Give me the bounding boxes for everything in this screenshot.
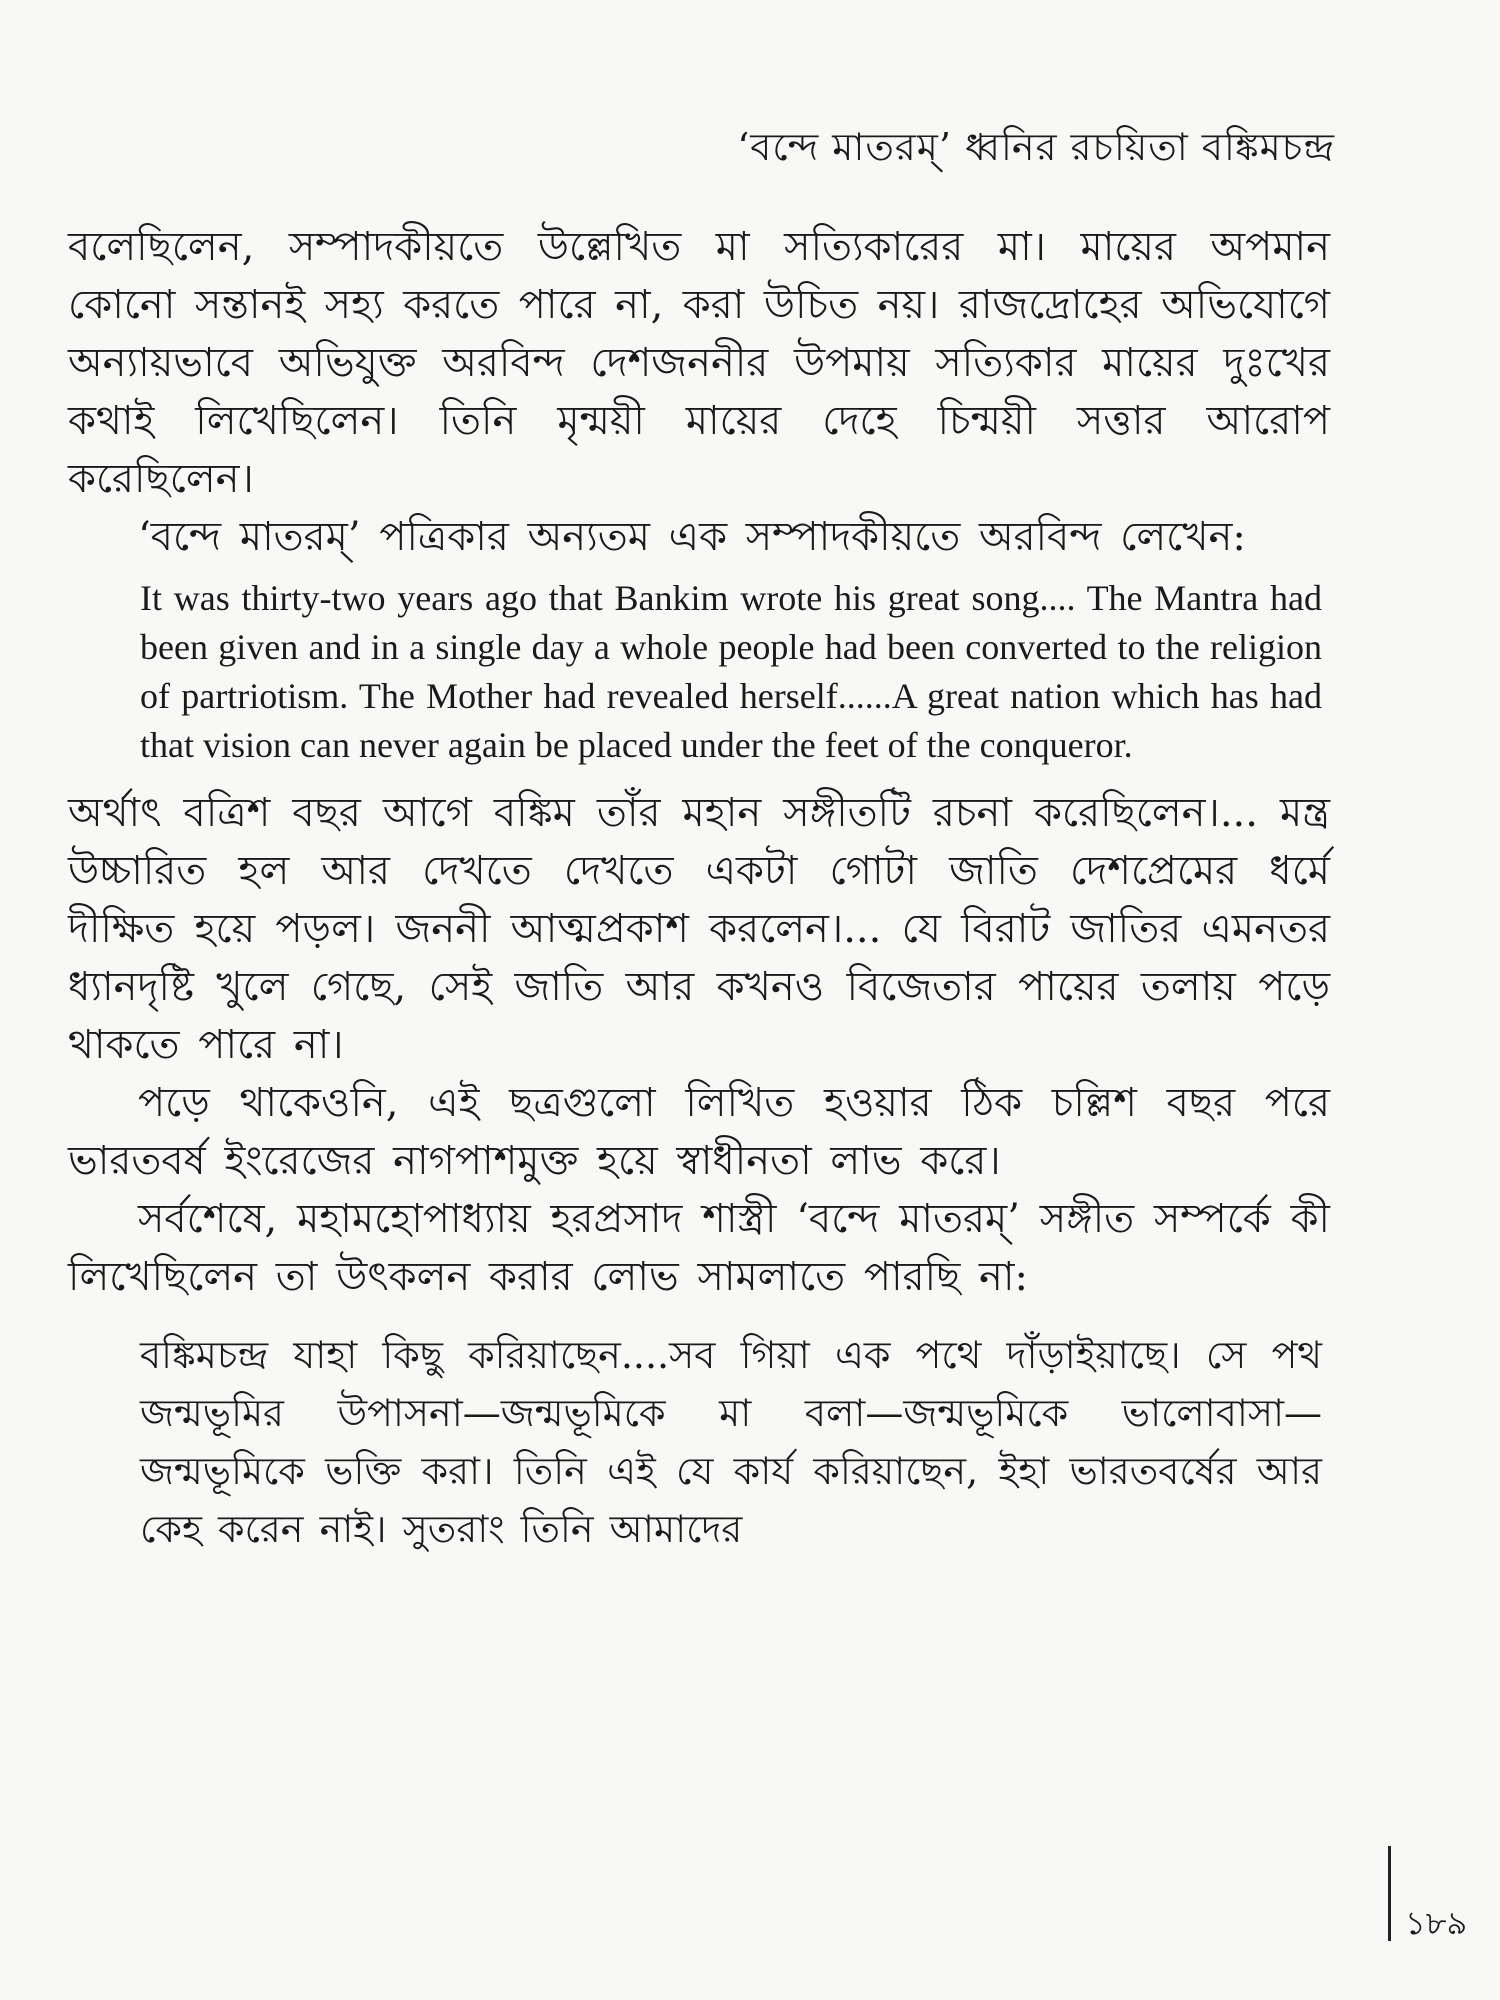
paragraph-editorial-intro: ‘বন্দে মাতরম্’ পত্রিকার অন্যতম এক সম্পাদকীয়তে অরবিন্দ লেখেন:: [138, 514, 1246, 560]
paragraph-independence: পড়ে থাকেওনি, এই ছত্রগুলো লিখিত হওয়ার ঠিক চল্লিশ বছর পরে ভারতবর্ষ ইংরেজের নাগপাশমুক্ত হয়ে স্বাধীনতা লাভ করে।: [68, 1080, 1330, 1184]
english-block-quote: It was thirty-two years ago that Bankim wrote his great song.... The Mantra had been given and in a single day a whole people had been converted to the religion of partriotism. The Mother had revealed herself......A great nation which has had that vision can never again be placed under the feet of the conqueror.: [140, 578, 1322, 765]
page-body: [68, 218, 1330, 1558]
paragraph-continued: বলেছিলেন, সম্পাদকীয়তে উল্লেখিত মা সত্যিকারের মা। মায়ের অপমান কোনো সন্তানই সহ্য করতে পারে না, করা উচিত নয়। রাজদ্রোহের অভিযোগে অন্যায়ভাবে অভিযুক্ত অরবিন্দ দেশজননীর উপমায় সত্যিকার মায়ের দুঃখের কথাই লিখেছিলেন। তিনি মৃন্ময়ী মায়ের দেহে চিন্ময়ী সত্তার আরোপ করেছিলেন।: [68, 224, 1330, 502]
page-number-text: ১৮৯: [1405, 1904, 1468, 1942]
running-title: ‘বন্দে মাতরম্’ ধ্বনির রচয়িতা বঙ্কিমচন্দ্র: [737, 125, 1335, 169]
page-number: [1388, 1846, 1467, 1941]
paragraph-haraprasad-intro: সর্বশেষে, মহামহোপাধ্যায় হরপ্রসাদ শাস্ত্রী ‘বন্দে মাতরম্’ সঙ্গীত সম্পর্কে কী লিখেছিলেন তা উৎকলন করার লোভ সামলাতে পারছি না:: [68, 1196, 1330, 1300]
paragraph-translation: অর্থাৎ বত্রিশ বছর আগে বঙ্কিম তাঁর মহান সঙ্গীতটি রচনা করেছিলেন।... মন্ত্র উচ্চারিত হল আর দেখতে দেখতে একটা গোটা জাতি দেশপ্রেমের ধর্মে দীক্ষিত হয়ে পড়ল। জননী আত্মপ্রকাশ করলেন।... যে বিরাট জাতির এমনতর ধ্যানদৃষ্টি খুলে গেছে, সেই জাতি আর কখনও বিজেতার পায়ের তলায় পড়ে থাকতে পারে না।: [68, 790, 1330, 1068]
bengali-block-quote: বঙ্কিমচন্দ্র যাহা কিছু করিয়াছেন....সব গিয়া এক পথে দাঁড়াইয়াছে। সে পথ জন্মভূমির উপাসনা—জন্মভূমিকে মা বলা—জন্মভূমিকে ভালোবাসা—জন্মভূমিকে ভক্তি করা। তিনি এই যে কার্য করিয়াছেন, ইহা ভারতবর্ষের আর কেহ করেন নাই। সুতরাং তিনি আমাদের: [140, 1333, 1322, 1551]
